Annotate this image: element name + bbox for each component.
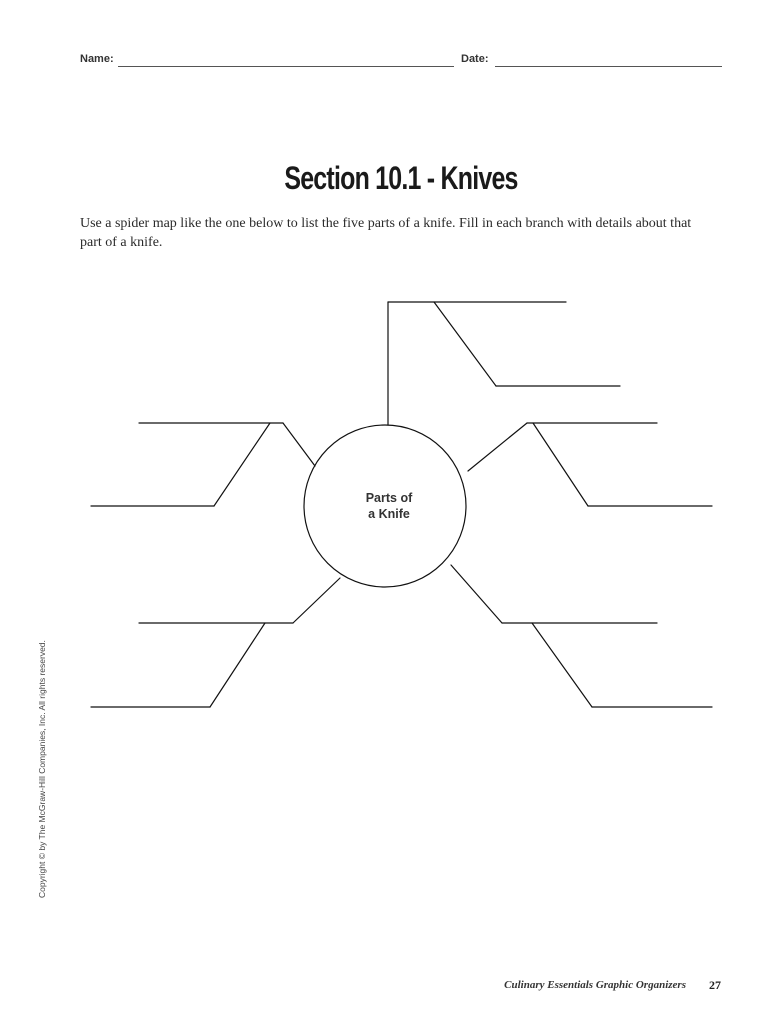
branch-lower-right (451, 565, 712, 707)
center-circle (304, 425, 466, 587)
branch-upper-left (91, 423, 315, 506)
center-label-line-1: Parts of (365, 491, 413, 505)
branch-top (388, 302, 620, 425)
branch-upper-right (468, 423, 712, 506)
footer-book-title: Culinary Essentials Graphic Organizers (504, 979, 686, 991)
copyright-notice: Copyright © by The McGraw-Hill Companies, Inc. All rights reserved. (37, 640, 47, 898)
instructions: Use a spider map like the one below to list the five parts of a knife. Fill in each branch with details about that part of a knife. (80, 216, 692, 250)
center-label-line-2: a Knife (368, 507, 410, 521)
branch-lower-left (91, 578, 340, 707)
date-label: Date: (461, 53, 489, 65)
name-label: Name: (80, 53, 114, 65)
page-number: 27 (709, 978, 721, 992)
page-title: Section 10.1 - Knives (284, 160, 518, 196)
